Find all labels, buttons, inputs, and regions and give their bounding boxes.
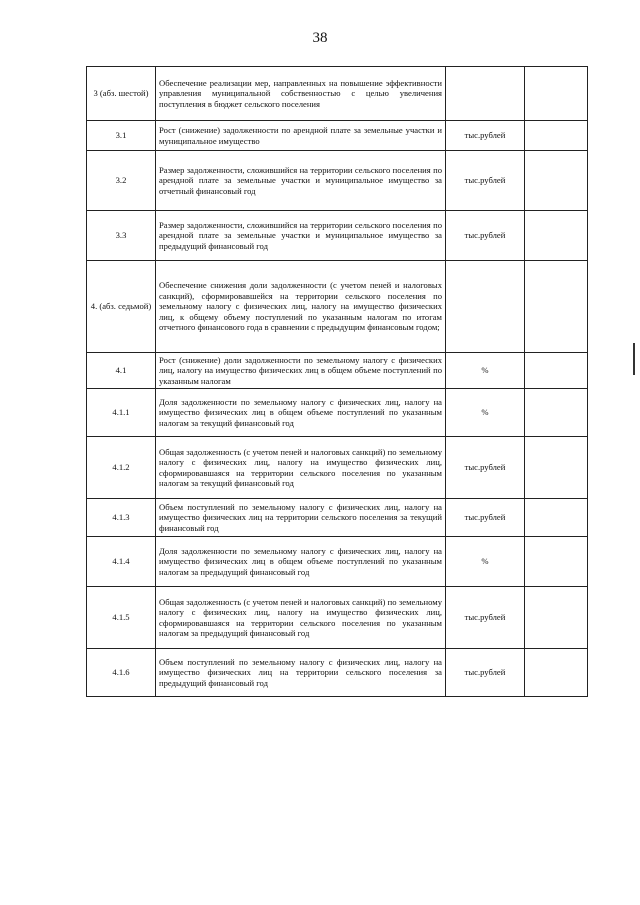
empty-cell [525, 389, 588, 437]
table-row [87, 353, 588, 389]
row-number: 4.1.1 [87, 389, 156, 437]
scan-edge-mark [633, 343, 635, 375]
page-number: 38 [312, 30, 328, 46]
unit-of-measure: тыс.рублей [446, 499, 525, 537]
indicator-name: Размер задолженности, сложившийся на территории сельского поселения по арендной плате за земельные участки и муниципальное имущество за отчетный финансовый год [156, 151, 446, 211]
table-row [87, 261, 588, 353]
row-number: 4.1.4 [87, 537, 156, 587]
unit-of-measure: тыс.рублей [446, 649, 525, 697]
empty-cell [525, 353, 588, 389]
row-number: 3 (абз. шестой) [87, 67, 156, 121]
table-row [87, 121, 588, 151]
indicator-name: Обеспечение снижения доли задолженности (с учетом пеней и налоговых санкций), сформировавшейся на территории сельского поселения по земельному налогу с физических лиц, налогу на имущество физических лиц, к общему объему поступлений по указанным налогам по итогам отчетного финансового года в сравнении с предыдущим финансовым годом; [156, 261, 446, 353]
table-row [87, 389, 588, 437]
unit-of-measure: тыс.рублей [446, 151, 525, 211]
table-row [87, 67, 588, 121]
table-row [87, 211, 588, 261]
row-number: 4.1.6 [87, 649, 156, 697]
empty-cell [525, 211, 588, 261]
indicator-name: Рост (снижение) доли задолженности по земельному налогу с физических лиц, налогу на имущество физических лиц в общем объеме поступлений по указанным налогам [156, 353, 446, 389]
empty-cell [525, 587, 588, 649]
indicator-name: Объем поступлений по земельному налогу с физических лиц, налогу на имущество физических лиц на территории сельского поселения за текущий финансовый год [156, 499, 446, 537]
row-number: 4. (абз. седьмой) [87, 261, 156, 353]
table-row [87, 151, 588, 211]
row-number: 3.2 [87, 151, 156, 211]
indicator-name: Объем поступлений по земельному налогу с физических лиц, налогу на имущество физических лиц на территории сельского поселения за предыдущий финансовый год [156, 649, 446, 697]
unit-of-measure: % [446, 353, 525, 389]
table-row [87, 587, 588, 649]
indicator-name: Размер задолженности, сложившийся на территории сельского поселения по арендной плате за земельные участки и муниципальное имущество за предыдущий финансовый год [156, 211, 446, 261]
unit-of-measure [446, 67, 525, 121]
indicator-name: Общая задолженность (с учетом пеней и налоговых санкций) по земельному налогу с физических лиц, налогу на имущество физических лиц, сформировавшаяся на территории сельского поселения по указанным налогам за текущий финансовый год [156, 437, 446, 499]
empty-cell [525, 121, 588, 151]
unit-of-measure: тыс.рублей [446, 437, 525, 499]
indicator-name: Рост (снижение) задолженности по арендной плате за земельные участки и муниципальное имущество [156, 121, 446, 151]
row-number: 4.1 [87, 353, 156, 389]
indicator-name: Общая задолженность (с учетом пеней и налоговых санкций) по земельному налогу с физических лиц, налогу на имущество физических лиц, сформировавшаяся на территории сельского поселения по указанным налогам за предыдущий финансовый год [156, 587, 446, 649]
table-row [87, 649, 588, 697]
empty-cell [525, 537, 588, 587]
empty-cell [525, 151, 588, 211]
row-number: 4.1.2 [87, 437, 156, 499]
unit-of-measure: % [446, 389, 525, 437]
row-number: 3.3 [87, 211, 156, 261]
indicator-name: Доля задолженности по земельному налогу с физических лиц, налогу на имущество физических лиц в общем объеме поступлений по указанным налогам за текущий финансовый год [156, 389, 446, 437]
unit-of-measure: тыс.рублей [446, 121, 525, 151]
row-number: 4.1.3 [87, 499, 156, 537]
unit-of-measure: тыс.рублей [446, 587, 525, 649]
table-row [87, 437, 588, 499]
table-row [87, 499, 588, 537]
indicators-table [86, 66, 588, 697]
unit-of-measure: % [446, 537, 525, 587]
unit-of-measure [446, 261, 525, 353]
indicator-name: Обеспечение реализации мер, направленных на повышение эффективности управления муниципальной собственностью с целью увеличения поступления в бюджет сельского поселения [156, 67, 446, 121]
table-row [87, 537, 588, 587]
row-number: 4.1.5 [87, 587, 156, 649]
unit-of-measure: тыс.рублей [446, 211, 525, 261]
empty-cell [525, 261, 588, 353]
empty-cell [525, 437, 588, 499]
empty-cell [525, 649, 588, 697]
row-number: 3.1 [87, 121, 156, 151]
empty-cell [525, 499, 588, 537]
empty-cell [525, 67, 588, 121]
indicator-name: Доля задолженности по земельному налогу с физических лиц, налогу на имущество физических лиц в общем объеме поступлений по указанным налогам за предыдущий финансовый год [156, 537, 446, 587]
